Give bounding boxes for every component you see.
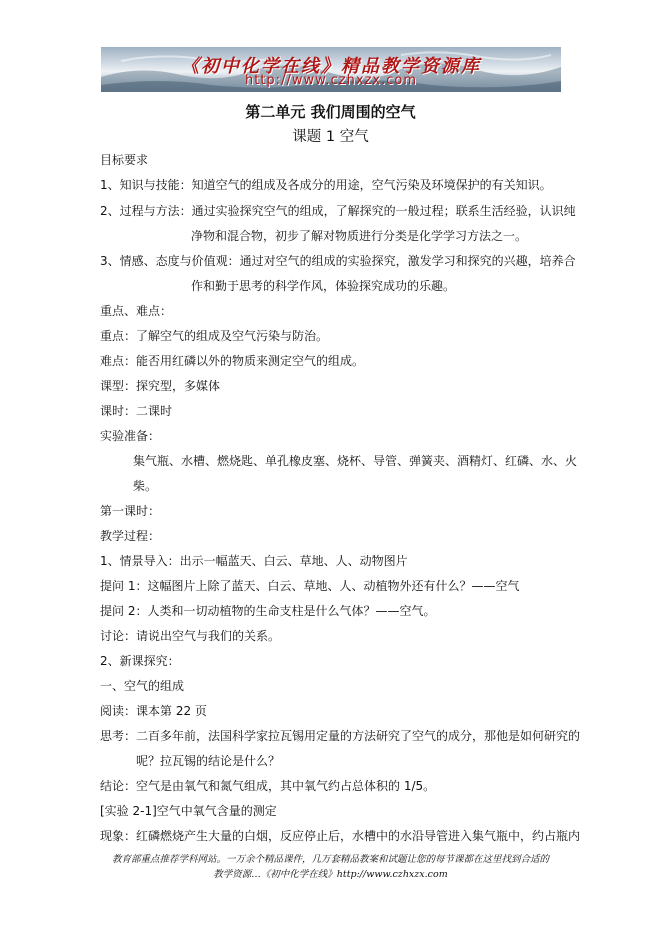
text-line: 现象：红磷燃烧产生大量的白烟，反应停止后，水槽中的水沿导管进入集气瓶中，约占瓶内 — [100, 829, 581, 843]
text-line: 阅读：课本第 22 页 — [100, 704, 207, 718]
text-line: 思考：二百多年前，法国科学家拉瓦锡用定量的方法研究了空气的成分，那他是如何研究的 — [100, 729, 581, 743]
text-line: 作和勤于思考的科学作风，体验探究成功的乐趣。 — [191, 279, 456, 293]
text-line: 目标要求 — [100, 153, 149, 167]
text-line: 难点：能否用红磷以外的物质来测定空气的组成。 — [100, 354, 365, 368]
text-line: 提问 2：人类和一切动植物的生命支柱是什么气体？——空气。 — [100, 604, 436, 618]
text-line: [实验 2-1]空气中氧气含量的测定 — [100, 804, 277, 818]
text-line: 净物和混合物，初步了解对物质进行分类是化学学习方法之一。 — [191, 229, 528, 243]
text-line: 重点、难点： — [100, 304, 173, 318]
text-line: 重点：了解空气的组成及空气污染与防治。 — [100, 329, 329, 343]
text-line: 讨论：请说出空气与我们的关系。 — [100, 629, 281, 643]
text-line: 1、知识与技能：知道空气的组成及各成分的用途，空气污染及环境保护的有关知识。 — [100, 178, 552, 192]
text-line: 第一课时： — [100, 504, 161, 518]
text-line: 集气瓶、水槽、燃烧匙、单孔橡皮塞、烧杯、导管、弹簧夹、酒精灯、红磷、水、火 — [133, 454, 578, 468]
text-line: 实验准备： — [100, 429, 161, 443]
text-line: 教学过程： — [100, 529, 161, 543]
lesson-title: 课题 1 空气 — [292, 129, 369, 145]
text-line: 2、过程与方法：通过实验探究空气的组成，了解探究的一般过程；联系生活经验，认识纯 — [100, 204, 576, 218]
text-line: 提问 1：这幅图片上除了蓝天、白云、草地、人、动植物外还有什么？——空气 — [100, 579, 520, 593]
footer-line-2: 教学资源…《初中化学在线》http://www.czhxzx.com — [213, 869, 448, 880]
text-line: 柴。 — [133, 479, 158, 493]
footer-line-1: 教育部重点推荐学科网站。一万余个精品课件，几万套精品教案和试题让您的每节课都在这里找到合适的 — [111, 854, 549, 865]
text-line: 课时：二课时 — [100, 404, 173, 418]
text-line: 3、情感、态度与价值观：通过对空气的组成的实验探究，激发学习和探究的兴趣，培养合 — [100, 254, 576, 268]
text-line: 1、情景导入：出示一幅蓝天、白云、草地、人、动物图片 — [100, 554, 408, 568]
banner-title: 《初中化学在线》精品教学资源库 — [181, 56, 481, 77]
text-line: 一、空气的组成 — [100, 679, 185, 693]
text-line: 呢？拉瓦锡的结论是什么？ — [136, 754, 281, 768]
text-line: 2、新课探究： — [100, 654, 180, 668]
header-banner — [101, 47, 561, 92]
text-line: 课型：探究型，多媒体 — [100, 379, 221, 393]
unit-title: 第二单元 我们周围的空气 — [245, 103, 416, 121]
banner-url[interactable]: http://www.czhxzx.com — [245, 73, 417, 88]
text-line: 结论：空气是由氧气和氮气组成，其中氧气约占总体积的 1/5。 — [100, 779, 436, 793]
